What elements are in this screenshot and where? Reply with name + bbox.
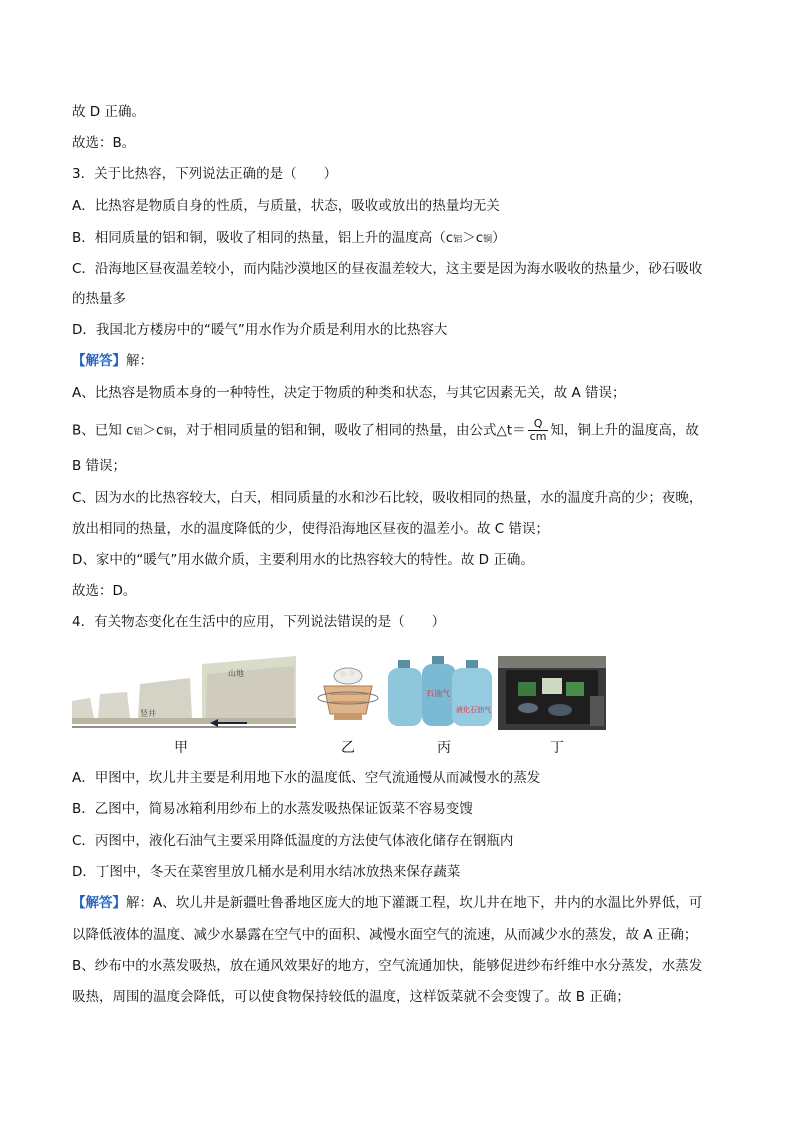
answer-4-line-4: 吸热，周围的温度会降低，可以使食物保持较低的温度，这样饭菜就不会变馊了。故 B 正确； — [72, 989, 630, 1005]
tank-label: 液化石油气 — [456, 706, 491, 714]
figure-caption-bing: 丙 — [437, 740, 451, 756]
figure-caption-jia: 甲 — [174, 740, 188, 756]
figure-bing-lpg-tanks — [386, 656, 494, 730]
option-b-text: B．相同质量的铝和铜，吸收了相同的热量，铝上升的温度高（ — [72, 230, 446, 246]
answer-tag: 【解答】 — [72, 353, 126, 369]
figure-label-mountain: 山地 — [228, 669, 244, 678]
question-3-stem: 3．关于比热容，下列说法正确的是（ ） — [72, 166, 338, 182]
answer-text: 解：A、坎儿井是新疆吐鲁番地区庞大的地下灌溉工程，坎儿井在地下，井内的水温比外界低，可 — [126, 895, 703, 911]
question-3-option-c: C．沿海地区昼夜温差较小，而内陆沙漠地区的昼夜温差较大，这主要是因为海水吸收的热量少，砂石吸收 — [72, 261, 703, 277]
answer-3-d: D、家中的“暖气”用水做介质，主要利用水的比热容较大的特性。故 D 正确。 — [72, 552, 534, 568]
answer-tag: 【解答】 — [72, 895, 126, 911]
greater-than: ＞ — [462, 230, 476, 246]
symbol-c: c — [445, 230, 454, 246]
question-3-option-a: A．比热容是物质自身的性质，与质量，状态，吸收或放出的热量均无关 — [72, 198, 500, 214]
subscript-al: 铝 — [133, 427, 143, 438]
answer-4-line-1 — [72, 894, 702, 912]
figure-jia-karez — [72, 656, 296, 730]
question-4-option-b: B．乙图中，简易冰箱利用纱布上的水蒸发吸热保证饭菜不容易变馊 — [72, 801, 473, 817]
answer-b-text: B、已知 c — [72, 422, 134, 439]
answer-b-conclusion: 知，铜上升的温度高，故 — [550, 422, 699, 439]
subscript-al: 铝 — [453, 235, 463, 245]
answer-intro: 解： — [126, 353, 153, 369]
answer-3-b-cont: B 错误； — [72, 458, 127, 474]
answer-3-c: C、因为水的比热容较大，白天，相同质量的水和沙石比较，吸收相同的热量，水的温度升高的少；夜晚， — [72, 490, 703, 506]
question-3-option-b — [72, 229, 506, 249]
question-4-stem: 4．有关物态变化在生活中的应用，下列说法错误的是（ ） — [72, 614, 446, 630]
answer-3-b — [72, 418, 699, 443]
answer-3-selection: 故选：D。 — [72, 583, 137, 599]
text-line: 故选：B。 — [72, 135, 136, 151]
close-paren: ） — [492, 230, 506, 246]
figure-caption-ding: 丁 — [550, 740, 564, 756]
answer-b-compare: ＞c — [142, 422, 164, 439]
figure-caption-yi: 乙 — [341, 740, 355, 756]
figure-yi-simple-fridge — [310, 656, 380, 730]
fraction-q-over-cm — [528, 418, 549, 443]
question-4-option-c: C．丙图中，液化石油气主要采用降低温度的方法使气体液化储存在钢瓶内 — [72, 833, 514, 849]
subscript-cu: 铜 — [163, 427, 173, 438]
question-3-option-d: D．我国北方楼房中的“暖气”用水作为介质是利用水的比热容大 — [72, 322, 448, 338]
answer-b-formula-text: ，对于相同质量的铝和铜，吸收了相同的热量，由公式△t＝ — [172, 422, 526, 439]
answer-3-a: A、比热容是物质本身的一种特性，决定于物质的种类和状态，与其它因素无关，故 A 错误； — [72, 385, 626, 401]
subscript-cu: 铜 — [483, 235, 493, 245]
answer-3-header — [72, 352, 153, 370]
answer-4-line-2: 以降低液体的温度、减少水暴露在空气中的面积、减慢水面空气的流速，从而减少水的蒸发，故 A 正确； — [72, 927, 698, 943]
symbol-c: c — [475, 230, 484, 246]
question-4-option-d: D．丁图中，冬天在菜窖里放几桶水是利用水结冰放热来保存蔬菜 — [72, 864, 461, 880]
fraction-numerator: Q — [528, 418, 549, 431]
figure-ding-cellar — [498, 656, 606, 730]
question-3-option-c-cont: 的热量多 — [72, 291, 126, 307]
answer-4-line-3: B、纱布中的水蒸发吸热，放在通风效果好的地方，空气流通加快，能够促进纱布纤维中水分蒸发，水蒸发 — [72, 958, 703, 974]
answer-3-c-cont: 放出相同的热量，水的温度降低的少，使得沿海地区昼夜的温差小。故 C 错误； — [72, 521, 550, 537]
question-4-option-a: A．甲图中，坎儿井主要是利用地下水的温度低、空气流通慢从而减慢水的蒸发 — [72, 770, 541, 786]
text-line: 故 D 正确。 — [72, 104, 145, 120]
figure-label-well: 竖井 — [140, 709, 156, 718]
fraction-denominator: cm — [529, 430, 547, 443]
tank-label: 石油气 — [426, 689, 450, 698]
